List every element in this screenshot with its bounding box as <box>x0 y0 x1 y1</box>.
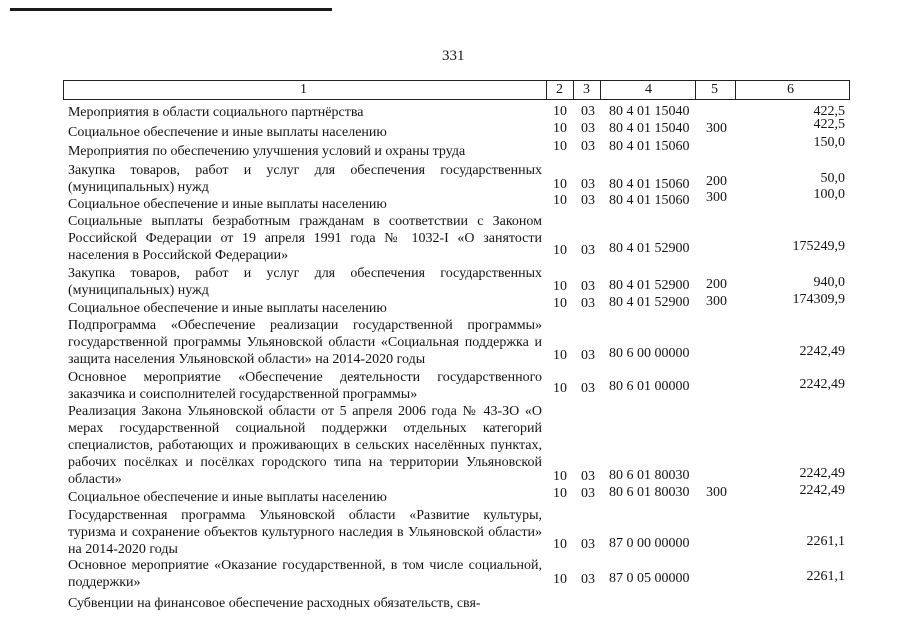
row-amount: 50,0 <box>820 171 845 186</box>
row-description: Социальное обеспечение и иные выплаты населению <box>68 197 387 212</box>
row-section: 10 <box>553 348 567 363</box>
header-divider <box>63 80 64 100</box>
row-target-code: 80 4 01 15060 <box>609 193 690 208</box>
row-target-code: 80 4 01 52900 <box>609 241 690 256</box>
row-subsection: 03 <box>581 469 595 484</box>
row-target-code: 80 4 01 52900 <box>609 295 690 310</box>
row-amount: 422,5 <box>813 104 845 119</box>
row-section: 10 <box>553 572 567 587</box>
row-subsection: 03 <box>581 243 595 258</box>
row-target-code: 80 6 01 80030 <box>609 468 690 483</box>
row-description: Государственная программа Ульяновской области «Развитие культуры, туризма и сохранение объектов культурного наследия в Ульяновской области» на 2014-2020 годы <box>68 508 542 557</box>
row-target-code: 80 6 01 00000 <box>609 379 690 394</box>
header-bottom-border <box>63 99 850 100</box>
row-subsection: 03 <box>581 572 595 587</box>
row-description: Субвенции на финансовое обеспечение расходных обязательств, свя- <box>68 596 481 611</box>
row-description: Подпрограмма «Обеспечение реализации государственной программы» государственной программы Ульяновской области «Социальная поддержка и защита населения Ульяновской области» на 2014-2020 годы <box>68 318 542 367</box>
header-divider <box>695 80 696 100</box>
row-target-code: 80 4 01 52900 <box>609 278 690 293</box>
row-amount: 422,5 <box>813 117 845 132</box>
row-amount: 2261,1 <box>806 569 845 584</box>
row-description: Мероприятия по обеспечению улучшения условий и охраны труда <box>68 144 466 159</box>
column-header-4: 4 <box>645 82 652 97</box>
row-amount: 2261,1 <box>806 534 845 549</box>
row-section: 10 <box>553 177 567 192</box>
row-target-code: 80 4 01 15060 <box>609 177 690 192</box>
header-top-border <box>63 80 850 81</box>
row-description: Закупка товаров, работ и услуг для обеспечения государственных (муниципальных) нужд <box>68 163 542 195</box>
header-divider <box>546 80 547 100</box>
row-section: 10 <box>553 121 567 136</box>
column-header-2: 2 <box>556 82 563 97</box>
row-expense-type: 300 <box>706 294 727 309</box>
column-header-6: 6 <box>787 82 794 97</box>
top-edge-bar <box>10 8 332 11</box>
row-description: Основное мероприятие «Обеспечение деятельности государственного заказчика и соисполнителей государственной программы» <box>68 370 542 402</box>
column-header-5: 5 <box>711 82 718 97</box>
row-subsection: 03 <box>581 279 595 294</box>
row-target-code: 80 6 01 80030 <box>609 485 690 500</box>
row-description: Мероприятия в области социального партнёрства <box>68 105 364 120</box>
row-target-code: 87 0 05 00000 <box>609 571 690 586</box>
page-number: 331 <box>442 48 465 64</box>
row-subsection: 03 <box>581 104 595 119</box>
row-description: Реализация Закона Ульяновской области от 5 апреля 2006 года № 43-ЗО «О мерах государственной социальной поддержки отдельных категорий специалистов, работающих и проживающих в сельских населённых пунктах, рабочих посёлках и посёлках городского типа на территории Ульяновской области» <box>68 404 542 487</box>
row-subsection: 03 <box>581 537 595 552</box>
header-divider <box>849 80 850 100</box>
row-subsection: 03 <box>581 348 595 363</box>
column-header-3: 3 <box>583 82 590 97</box>
row-expense-type: 300 <box>706 485 727 500</box>
row-subsection: 03 <box>581 121 595 136</box>
row-amount: 150,0 <box>813 135 845 150</box>
header-divider <box>573 80 574 100</box>
row-section: 10 <box>553 381 567 396</box>
row-amount: 175249,9 <box>792 239 845 254</box>
row-description: Социальное обеспечение и иные выплаты населению <box>68 125 387 140</box>
row-expense-type: 300 <box>706 121 727 136</box>
header-divider <box>600 80 601 100</box>
row-target-code: 80 4 01 15040 <box>609 121 690 136</box>
row-target-code: 80 6 00 00000 <box>609 346 690 361</box>
row-target-code: 87 0 00 00000 <box>609 536 690 551</box>
row-description: Социальное обеспечение и иные выплаты населению <box>68 301 387 316</box>
row-expense-type: 200 <box>706 174 727 189</box>
row-subsection: 03 <box>581 193 595 208</box>
row-subsection: 03 <box>581 296 595 311</box>
row-section: 10 <box>553 243 567 258</box>
row-description: Социальные выплаты безработным гражданам в соответствии с Законом Российской Федерации от 19 апреля 1991 года № 1032-I «О занятости населения в Российской Федерации» <box>68 214 542 263</box>
row-target-code: 80 4 01 15060 <box>609 139 690 154</box>
row-section: 10 <box>553 537 567 552</box>
row-amount: 2242,49 <box>799 377 845 392</box>
row-section: 10 <box>553 279 567 294</box>
row-amount: 100,0 <box>813 187 845 202</box>
row-subsection: 03 <box>581 177 595 192</box>
row-section: 10 <box>553 469 567 484</box>
row-amount: 2242,49 <box>799 344 845 359</box>
row-section: 10 <box>553 139 567 154</box>
row-amount: 940,0 <box>813 275 845 290</box>
row-amount: 2242,49 <box>799 483 845 498</box>
row-section: 10 <box>553 296 567 311</box>
row-subsection: 03 <box>581 139 595 154</box>
row-section: 10 <box>553 193 567 208</box>
row-description: Социальное обеспечение и иные выплаты населению <box>68 490 387 505</box>
row-amount: 2242,49 <box>799 466 845 481</box>
row-expense-type: 200 <box>706 277 727 292</box>
row-description: Закупка товаров, работ и услуг для обеспечения государственных (муниципальных) нужд <box>68 266 542 298</box>
row-section: 10 <box>553 486 567 501</box>
row-expense-type: 300 <box>706 190 727 205</box>
row-subsection: 03 <box>581 381 595 396</box>
row-description: Основное мероприятие «Оказание государственной, в том числе социальной, поддержки» <box>68 558 542 590</box>
column-header-1: 1 <box>300 82 307 97</box>
row-target-code: 80 4 01 15040 <box>609 104 690 119</box>
header-divider <box>735 80 736 100</box>
row-section: 10 <box>553 104 567 119</box>
row-subsection: 03 <box>581 486 595 501</box>
row-amount: 174309,9 <box>792 292 845 307</box>
